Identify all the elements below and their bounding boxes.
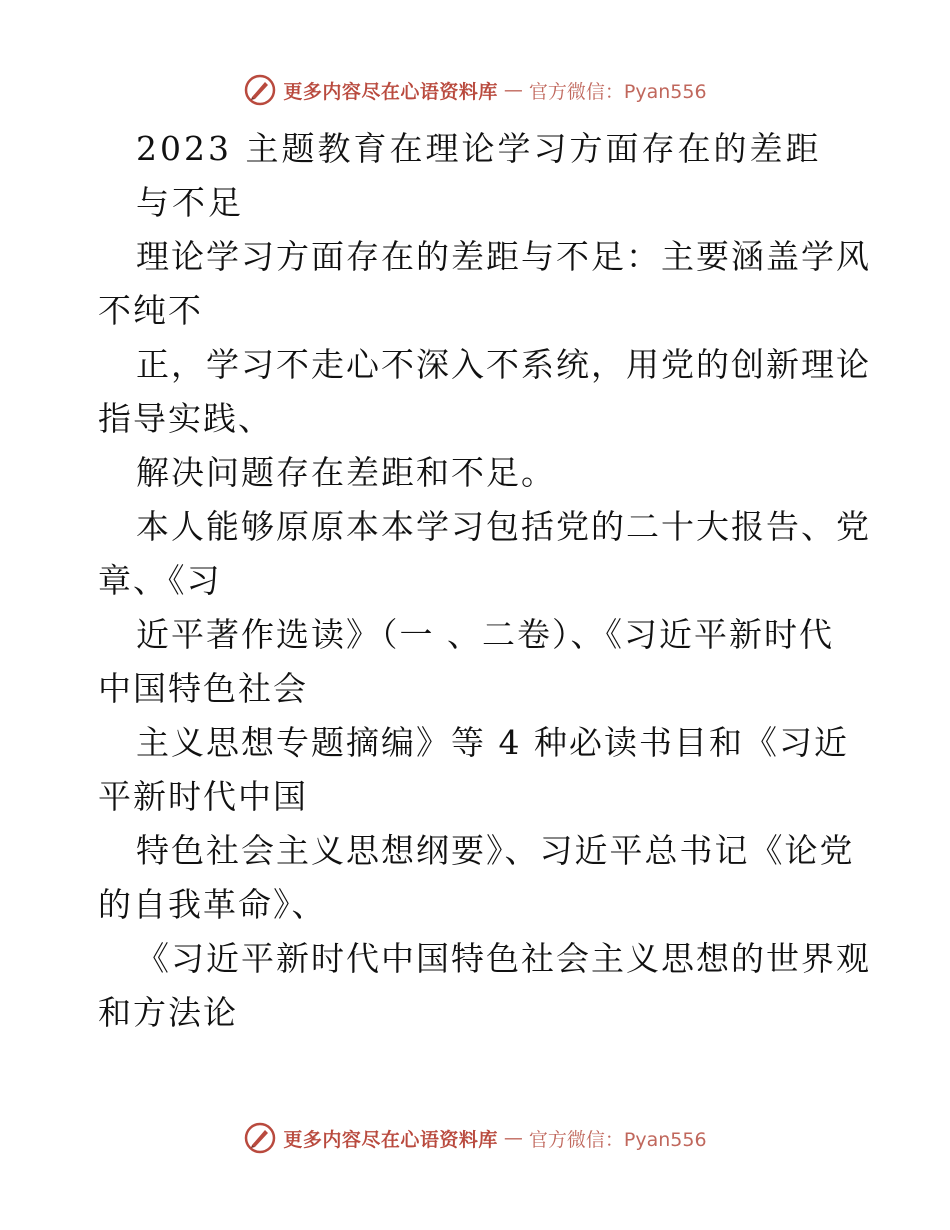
- body-line: 和方法论: [98, 993, 238, 1032]
- body-line: 指导实践、: [98, 399, 273, 438]
- body-line: 《习近平新时代中国特色社会主义思想的世界观: [136, 939, 871, 978]
- body-line: 的自我革命》、: [98, 885, 327, 924]
- body-line: 本人能够原原本本学习包括党的二十大报告、党: [136, 507, 871, 546]
- body-line: 特色社会主义思想纲要》、习近平总书记《论党: [136, 831, 855, 870]
- site-name-text: 更多内容尽在心语资料库: [283, 1128, 498, 1151]
- body-line: 近平著作选读》（一 、二卷）、《习近平新时代: [136, 615, 834, 654]
- body-line: 解决问题存在差距和不足。: [136, 453, 556, 492]
- body-line: 不纯不: [98, 291, 203, 330]
- wechat-contact-text: 官方微信：Pyan556: [528, 1128, 707, 1151]
- document-title-line-2: 与不足: [136, 183, 244, 222]
- body-line: 中国特色社会: [98, 669, 308, 708]
- body-line: 主义思想专题摘编》等 4 种必读书目和《习近: [136, 723, 849, 762]
- site-name-text: 更多内容尽在心语资料库: [283, 80, 498, 103]
- quill-logo-icon: [243, 73, 277, 107]
- body-line: 正，学习不走心不深入不系统，用党的创新理论: [136, 345, 871, 384]
- separator-dash: —: [503, 1127, 523, 1149]
- body-line: 平新时代中国: [98, 777, 308, 816]
- document-body: [98, 122, 871, 1040]
- wechat-contact-text: 官方微信：Pyan556: [528, 80, 707, 103]
- quill-logo-icon: [243, 1121, 277, 1155]
- footer-watermark-banner: [0, 1118, 950, 1158]
- body-line: 理论学习方面存在的差距与不足：主要涵盖学风: [136, 237, 871, 276]
- separator-dash: —: [503, 79, 523, 101]
- header-watermark-banner: [0, 70, 950, 110]
- document-title-line-1: 2023 主题教育在理论学习方面存在的差距: [136, 129, 822, 168]
- body-line: 章、《习: [98, 561, 222, 600]
